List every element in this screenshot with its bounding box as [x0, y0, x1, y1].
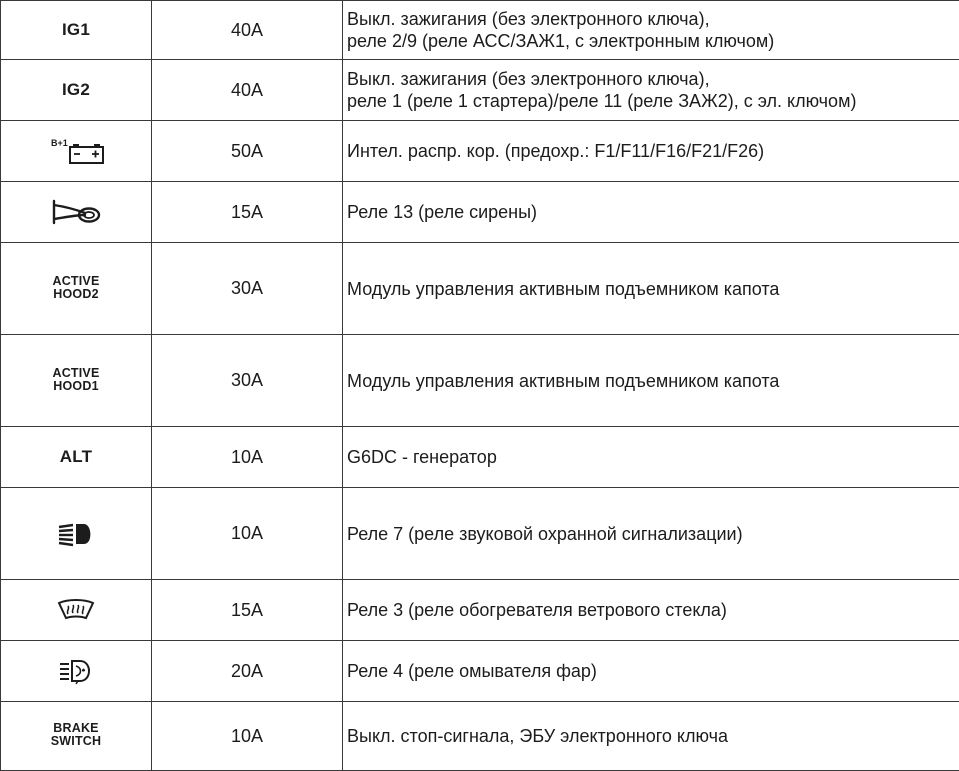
- description-line: Модуль управления активным подъемником капота: [347, 278, 959, 300]
- fuse-amperage: 15A: [152, 580, 343, 641]
- fuse-amperage: 30A: [152, 243, 343, 335]
- description-line: Реле 13 (реле сирены): [347, 201, 959, 223]
- table-row: [1, 702, 959, 771]
- table-row: [1, 335, 959, 427]
- symbol-line: HOOD2: [52, 288, 99, 301]
- symbol-line: HOOD1: [52, 380, 99, 393]
- symbol-line: SWITCH: [51, 735, 102, 748]
- description-line: реле 2/9 (реле АСС/ЗАЖ1, с электронным ключом): [347, 30, 959, 52]
- description-line: Выкл. зажигания (без электронного ключа),: [347, 8, 959, 30]
- fuse-description: [343, 335, 959, 427]
- fuse-symbol: [1, 488, 152, 580]
- fuse-description: [343, 641, 959, 702]
- table-row: [1, 182, 959, 243]
- fuse-amperage: 15A: [152, 182, 343, 243]
- fuse-symbol: [1, 335, 152, 427]
- table-row: [1, 580, 959, 641]
- fuse-description: [343, 427, 959, 488]
- symbol-line: BRAKE: [51, 722, 102, 735]
- table-row: [1, 488, 959, 580]
- fuse-description: [343, 60, 959, 121]
- fuse-description: [343, 121, 959, 182]
- table-row: [1, 243, 959, 335]
- fuse-symbol-text: [51, 722, 102, 748]
- fuse-amperage: 10A: [152, 427, 343, 488]
- fuse-amperage: 50A: [152, 121, 343, 182]
- table-row: [1, 641, 959, 702]
- fuse-amperage: 30A: [152, 335, 343, 427]
- fuse-description: [343, 243, 959, 335]
- table-row: [1, 121, 959, 182]
- description-line: реле 1 (реле 1 стартера)/реле 11 (реле ЗАЖ2), с эл. ключом): [347, 90, 959, 112]
- fuse-symbol: [1, 243, 152, 335]
- table-row: [1, 60, 959, 121]
- fuse-symbol-text: IG2: [62, 80, 90, 99]
- fuse-description: [343, 1, 959, 60]
- fuse-symbol-text: IG1: [62, 20, 90, 39]
- description-line: Выкл. зажигания (без электронного ключа),: [347, 68, 959, 90]
- symbol-line: ACTIVE: [52, 367, 99, 380]
- fuse-symbol: [1, 641, 152, 702]
- fuse-symbol: [1, 1, 152, 60]
- description-line: Интел. распр. кор. (предохр.: F1/F11/F16/F21/F26): [347, 140, 959, 162]
- fuse-amperage: 40A: [152, 60, 343, 121]
- fuse-symbol-text: ALT: [60, 447, 92, 466]
- fuse-amperage: 10A: [152, 488, 343, 580]
- fuse-symbol-text: [52, 367, 99, 393]
- fuse-description: [343, 580, 959, 641]
- fuse-amperage: 10A: [152, 702, 343, 771]
- fuse-description: [343, 488, 959, 580]
- table-row: [1, 427, 959, 488]
- headlamp-alarm-icon: [56, 521, 96, 547]
- fuse-amperage: 40A: [152, 1, 343, 60]
- fuse-symbol: [1, 121, 152, 182]
- fuse-symbol-text: [52, 275, 99, 301]
- description-line: Реле 4 (реле омывателя фар): [347, 660, 959, 682]
- description-line: Реле 3 (реле обогревателя ветрового стекла): [347, 599, 959, 621]
- symbol-line: ACTIVE: [52, 275, 99, 288]
- battery-label: B+1: [51, 138, 68, 148]
- fuse-symbol: [1, 427, 152, 488]
- description-line: Реле 7 (реле звуковой охранной сигнализации): [347, 523, 959, 545]
- description-line: Выкл. стоп-сигнала, ЭБУ электронного ключа: [347, 725, 959, 747]
- fuse-description: [343, 702, 959, 771]
- headlamp-washer-icon: [56, 657, 96, 685]
- windshield-defrost-icon: [56, 598, 96, 622]
- description-line: Модуль управления активным подъемником капота: [347, 370, 959, 392]
- description-line: G6DC - генератор: [347, 446, 959, 468]
- fuse-symbol: [1, 60, 152, 121]
- horn-icon: [49, 196, 103, 228]
- fuse-symbol: [1, 182, 152, 243]
- table-row: [1, 1, 959, 60]
- battery-icon: [41, 134, 111, 168]
- fuse-description: [343, 182, 959, 243]
- fuse-symbol: [1, 702, 152, 771]
- fuse-symbol: [1, 580, 152, 641]
- fuse-amperage: 20A: [152, 641, 343, 702]
